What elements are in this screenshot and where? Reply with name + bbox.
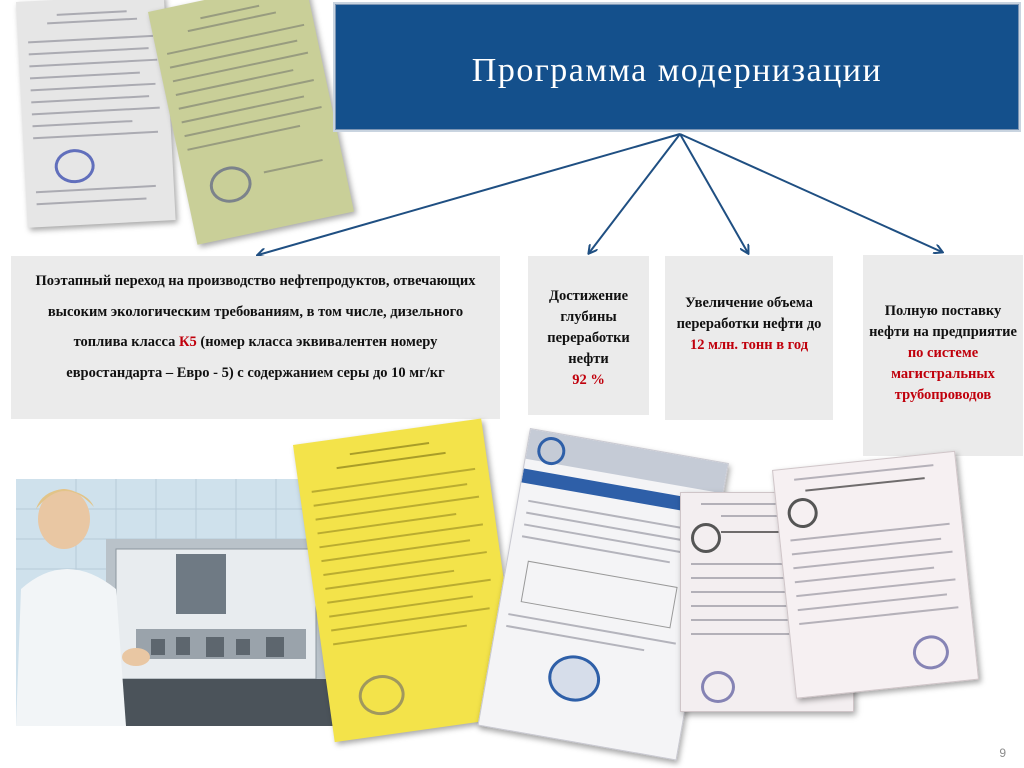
card-fuel-transition <box>11 256 500 419</box>
card-1-text-end: (номер класса эквивалентен номеру евростандарта – Евро - 5) с содержанием серы до 10 мг/кг <box>66 334 445 381</box>
card-4-highlight: по системе магистральных трубопроводов <box>891 345 995 403</box>
card-2-highlight: 92 % <box>572 372 605 388</box>
arrow-to-card-1 <box>258 134 680 255</box>
card-4-text: Полную поставку нефти на предприятие <box>869 303 1017 340</box>
arrow-to-card-2 <box>589 134 680 253</box>
card-3-text: Увеличение объема переработки нефти до <box>676 295 822 332</box>
card-1-highlight: К5 <box>178 334 197 350</box>
page-title: Программа модернизации <box>471 52 883 89</box>
card-oil-supply <box>863 255 1023 456</box>
card-refining-volume <box>665 256 833 420</box>
card-2-text: Достижение глубины переработки нефти <box>547 288 630 367</box>
lab-photo <box>16 479 333 726</box>
arrow-to-card-3 <box>680 134 748 253</box>
card-refining-depth <box>528 256 649 415</box>
card-3-highlight: 12 млн. тонн в год <box>689 337 809 353</box>
card-1-text: Поэтапный переход на производство нефтепродуктов, отвечающих высоким экологическим требованиям, в том числе, дизельного топлива класса <box>35 273 476 350</box>
conformity-certificate-image-2 <box>772 451 979 699</box>
arrow-to-card-4 <box>680 134 942 252</box>
page-number: 9 <box>999 746 1006 760</box>
